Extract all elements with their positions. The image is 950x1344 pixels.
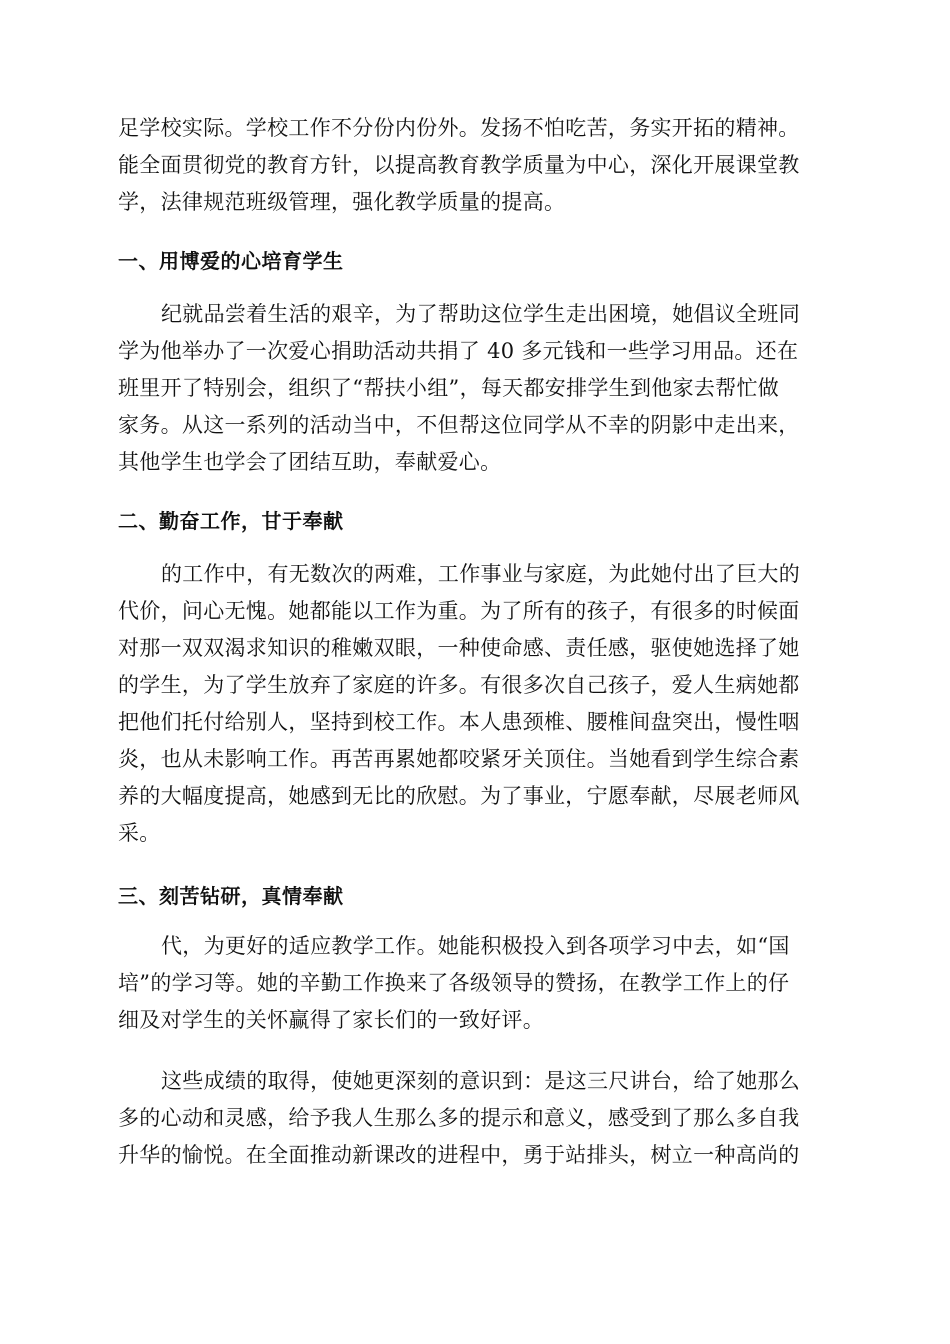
paragraph-line: 这些成绩的取得，使她更深刻的意识到：是这三尺讲台，给了她那么 — [161, 1069, 800, 1093]
paragraph-line: 班里开了特别会，组织了“帮扶小组”，每天都安排学生到他家去帮忙做 — [118, 376, 780, 400]
intro-paragraph — [118, 110, 834, 221]
section-1-paragraph — [118, 296, 834, 481]
paragraph-line: 养的大幅度提高，她感到无比的欣慰。为了事业，宁愿奉献，尽展老师风 — [118, 784, 800, 808]
section-heading-1: 一、用博爱的心培育学生 — [118, 249, 344, 273]
paragraph-line: 把他们托付给别人，坚持到校工作。本人患颈椎、腰椎间盘突出，慢性咽 — [118, 710, 800, 734]
paragraph-line: 纪就品尝着生活的艰辛，为了帮助这位学生走出困境，她倡议全班同 — [161, 302, 800, 326]
paragraph-line: 采。 — [118, 821, 161, 845]
paragraph-line: 多的心动和灵感，给予我人生那么多的提示和意义，感受到了那么多自我 — [118, 1106, 800, 1130]
paragraph-line: 细及对学生的关怀赢得了家长们的一致好评。 — [118, 1008, 544, 1032]
paragraph-line: 的工作中，有无数次的两难，工作事业与家庭，为此她付出了巨大的 — [161, 562, 800, 586]
paragraph-line: 足学校实际。学校工作不分份内份外。发扬不怕吃苦，务实开拓的精神。 — [118, 116, 800, 140]
paragraph-line: 培”的学习等。她的辛勤工作换来了各级领导的赞扬，在教学工作上的仔 — [118, 971, 790, 995]
section-3-paragraph — [118, 928, 834, 1039]
section-2-paragraph — [118, 556, 834, 852]
paragraph-line: 其他学生也学会了团结互助，奉献爱心。 — [118, 450, 502, 474]
paragraph-line: 对那一双双渴求知识的稚嫩双眼，一种使命感、责任感，驱使她选择了她 — [118, 636, 800, 660]
paragraph-line: 学，法律规范班级管理，强化教学质量的提高。 — [118, 190, 566, 214]
paragraph-line: 炎，也从未影响工作。再苦再累她都咬紧牙关顶住。当她看到学生综合素 — [118, 747, 800, 771]
section-heading-3: 三、刻苦钻研，真情奉献 — [118, 884, 344, 908]
section-heading-2: 二、勤奋工作，甘于奉献 — [118, 509, 344, 533]
paragraph-line: 学为他举办了一次爱心捐助活动共捐了 40 多元钱和一些学习用品。还在 — [118, 339, 799, 363]
closing-paragraph — [118, 1063, 834, 1174]
paragraph-line: 代价，问心无愧。她都能以工作为重。为了所有的孩子，有很多的时候面 — [118, 599, 800, 623]
paragraph-line: 家务。从这一系列的活动当中，不但帮这位同学从不幸的阴影中走出来， — [118, 413, 800, 437]
paragraph-line: 升华的愉悦。在全面推动新课改的进程中，勇于站排头，树立一种高尚的 — [118, 1143, 800, 1167]
paragraph-line: 代，为更好的适应教学工作。她能积极投入到各项学习中去，如“国 — [161, 934, 790, 958]
paragraph-line: 的学生，为了学生放弃了家庭的许多。有很多次自己孩子，爱人生病她都 — [118, 673, 800, 697]
paragraph-line: 能全面贯彻党的教育方针，以提高教育教学质量为中心，深化开展课堂教 — [118, 153, 800, 177]
